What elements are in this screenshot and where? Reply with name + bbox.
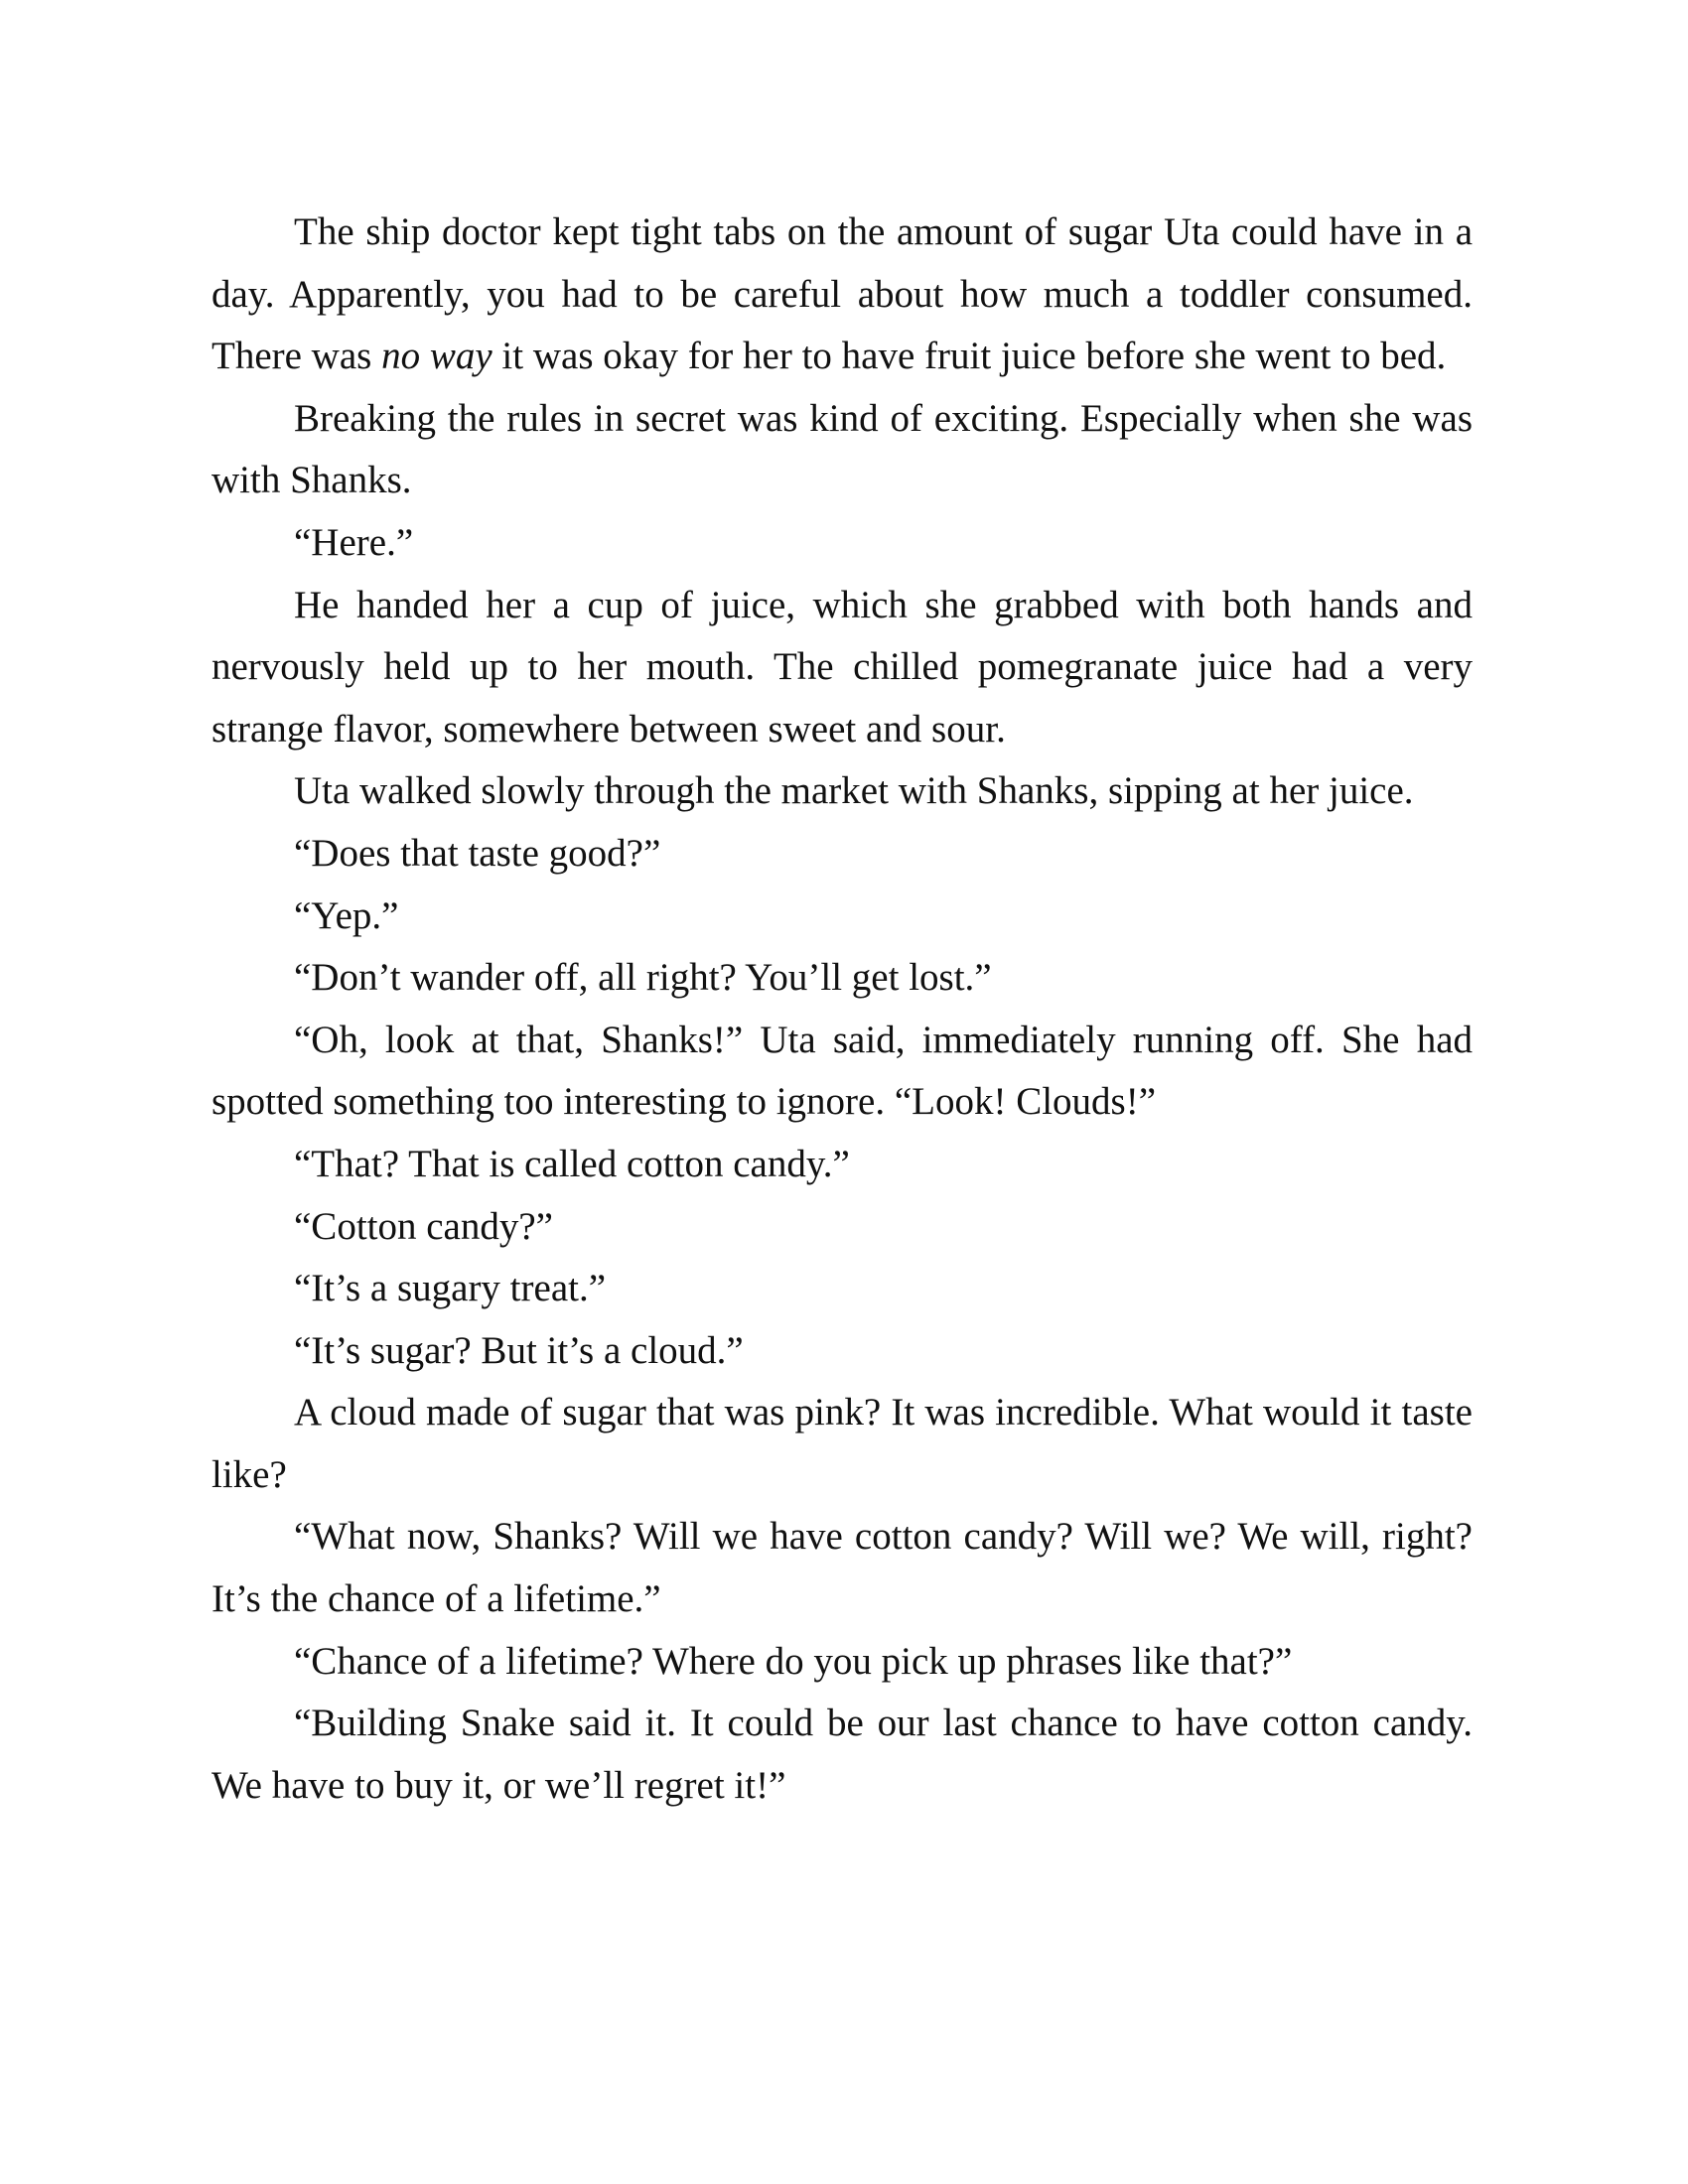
paragraph-text: “Oh, look at that, Shanks!” Uta said, immediately running off. She had spotted something too interesting to ignore. “Look! Clouds!”	[211, 1018, 1473, 1124]
paragraph-text: “That? That is called cotton candy.”	[294, 1142, 850, 1185]
paragraph	[211, 1134, 1473, 1196]
paragraph	[211, 823, 1473, 886]
paragraph	[211, 575, 1473, 761]
paragraph	[211, 1382, 1473, 1506]
paragraph-text: “Here.”	[294, 520, 414, 564]
paragraph	[211, 1693, 1473, 1817]
paragraph-text: “Chance of a lifetime? Where do you pick up phrases like that?”	[294, 1639, 1293, 1683]
paragraph	[211, 1320, 1473, 1383]
paragraph-text: The ship doctor kept tight tabs on the amount of sugar Uta could have in a day. Apparently, you had to be careful about how much a toddler consumed. There was	[211, 210, 1473, 378]
paragraph	[211, 202, 1473, 388]
paragraph	[211, 512, 1473, 575]
body-text	[211, 202, 1473, 1817]
paragraph-text: “Yep.”	[294, 893, 399, 937]
paragraph	[211, 1010, 1473, 1134]
paragraph-text: A cloud made of sugar that was pink? It was incredible. What would it taste like?	[211, 1391, 1473, 1496]
paragraph-text: He handed her a cup of juice, which she grabbed with both hands and nervously held up to her mouth. The chilled pomegranate juice had a very strange flavor, somewhere between sweet and sour.	[211, 583, 1473, 751]
paragraph	[211, 760, 1473, 823]
paragraph-text: “Does that taste good?”	[294, 831, 661, 875]
paragraph	[211, 1506, 1473, 1630]
paragraph	[211, 1196, 1473, 1259]
italic-text: no way	[381, 335, 492, 378]
paragraph	[211, 886, 1473, 948]
paragraph-text: it was okay for her to have fruit juice before she went to bed.	[492, 335, 1447, 378]
paragraph-text: Uta walked slowly through the market with Shanks, sipping at her juice.	[294, 769, 1414, 813]
paragraph-text: “It’s sugar? But it’s a cloud.”	[294, 1328, 744, 1372]
paragraph	[211, 1631, 1473, 1694]
paragraph-text: “Building Snake said it. It could be our last chance to have cotton candy. We have to buy it, or we’ll regret it!”	[211, 1702, 1473, 1807]
paragraph-text: “Cotton candy?”	[294, 1204, 553, 1248]
paragraph-text: “It’s a sugary treat.”	[294, 1267, 607, 1310]
paragraph-text: “Don’t wander off, all right? You’ll get lost.”	[294, 956, 992, 1000]
paragraph	[211, 1258, 1473, 1320]
paragraph-text: Breaking the rules in secret was kind of exciting. Especially when she was with Shanks.	[211, 396, 1473, 502]
paragraph	[211, 947, 1473, 1010]
paragraph	[211, 388, 1473, 512]
paragraph-text: “What now, Shanks? Will we have cotton candy? Will we? We will, right? It’s the chance of a lifetime.”	[211, 1515, 1473, 1621]
